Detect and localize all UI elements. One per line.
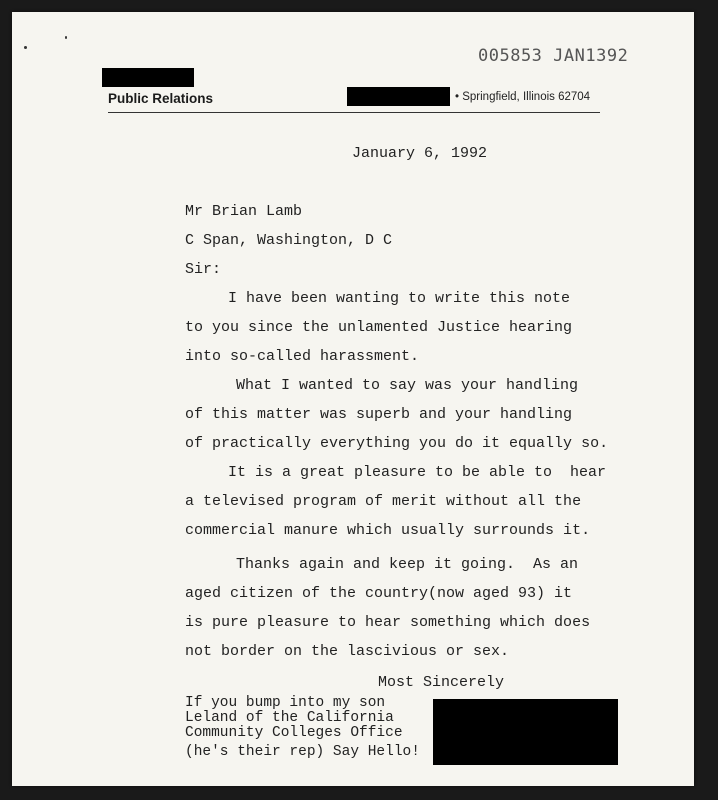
body-line: commercial manure which usually surrounds it. <box>185 522 591 539</box>
closing: Most Sincerely <box>378 674 505 691</box>
letterhead-address: • Springfield, Illinois 62704 <box>455 91 591 103</box>
redaction-box <box>102 68 194 87</box>
body-line: into so-called harassment. <box>185 348 420 365</box>
body-line: It is a great pleasure to be able to hear <box>228 464 607 481</box>
signature-redaction <box>433 699 618 765</box>
body-line: of this matter was superb and your handling <box>185 406 573 423</box>
letterhead-divider <box>108 112 600 113</box>
body-line: not border on the lascivious or sex. <box>185 643 510 660</box>
body-line: I have been wanting to write this note <box>228 290 571 307</box>
recipient-line: C Span, Washington, D C <box>185 232 393 249</box>
letter-page <box>12 12 694 786</box>
postscript-line: If you bump into my son <box>185 695 386 711</box>
body-line: a televised program of merit without all the <box>185 493 582 510</box>
postscript-line: Community Colleges Office <box>185 725 403 741</box>
postscript-line: (he's their rep) Say Hello! <box>185 744 420 760</box>
postscript-line: Leland of the California <box>185 710 394 726</box>
salutation: Sir: <box>185 261 222 278</box>
body-line: aged citizen of the country(now aged 93) it <box>185 585 573 602</box>
letterhead-department: Public Relations <box>108 91 214 106</box>
stamp-number: 005853 <box>478 46 543 66</box>
body-line: to you since the unlamented Justice hearing <box>185 319 573 336</box>
recipient-line: Mr Brian Lamb <box>185 203 303 220</box>
paper-speck <box>65 36 67 39</box>
redaction-box <box>347 87 450 106</box>
body-line: is pure pleasure to hear something which does <box>185 614 591 631</box>
letter-date: January 6, 1992 <box>352 145 488 162</box>
receipt-stamp <box>478 46 628 66</box>
body-line: Thanks again and keep it going. As an <box>236 556 579 573</box>
stamp-date: JAN1392 <box>553 46 629 66</box>
body-line: What I wanted to say was your handling <box>236 377 579 394</box>
body-line: of practically everything you do it equally so. <box>185 435 609 452</box>
paper-speck <box>24 46 27 49</box>
